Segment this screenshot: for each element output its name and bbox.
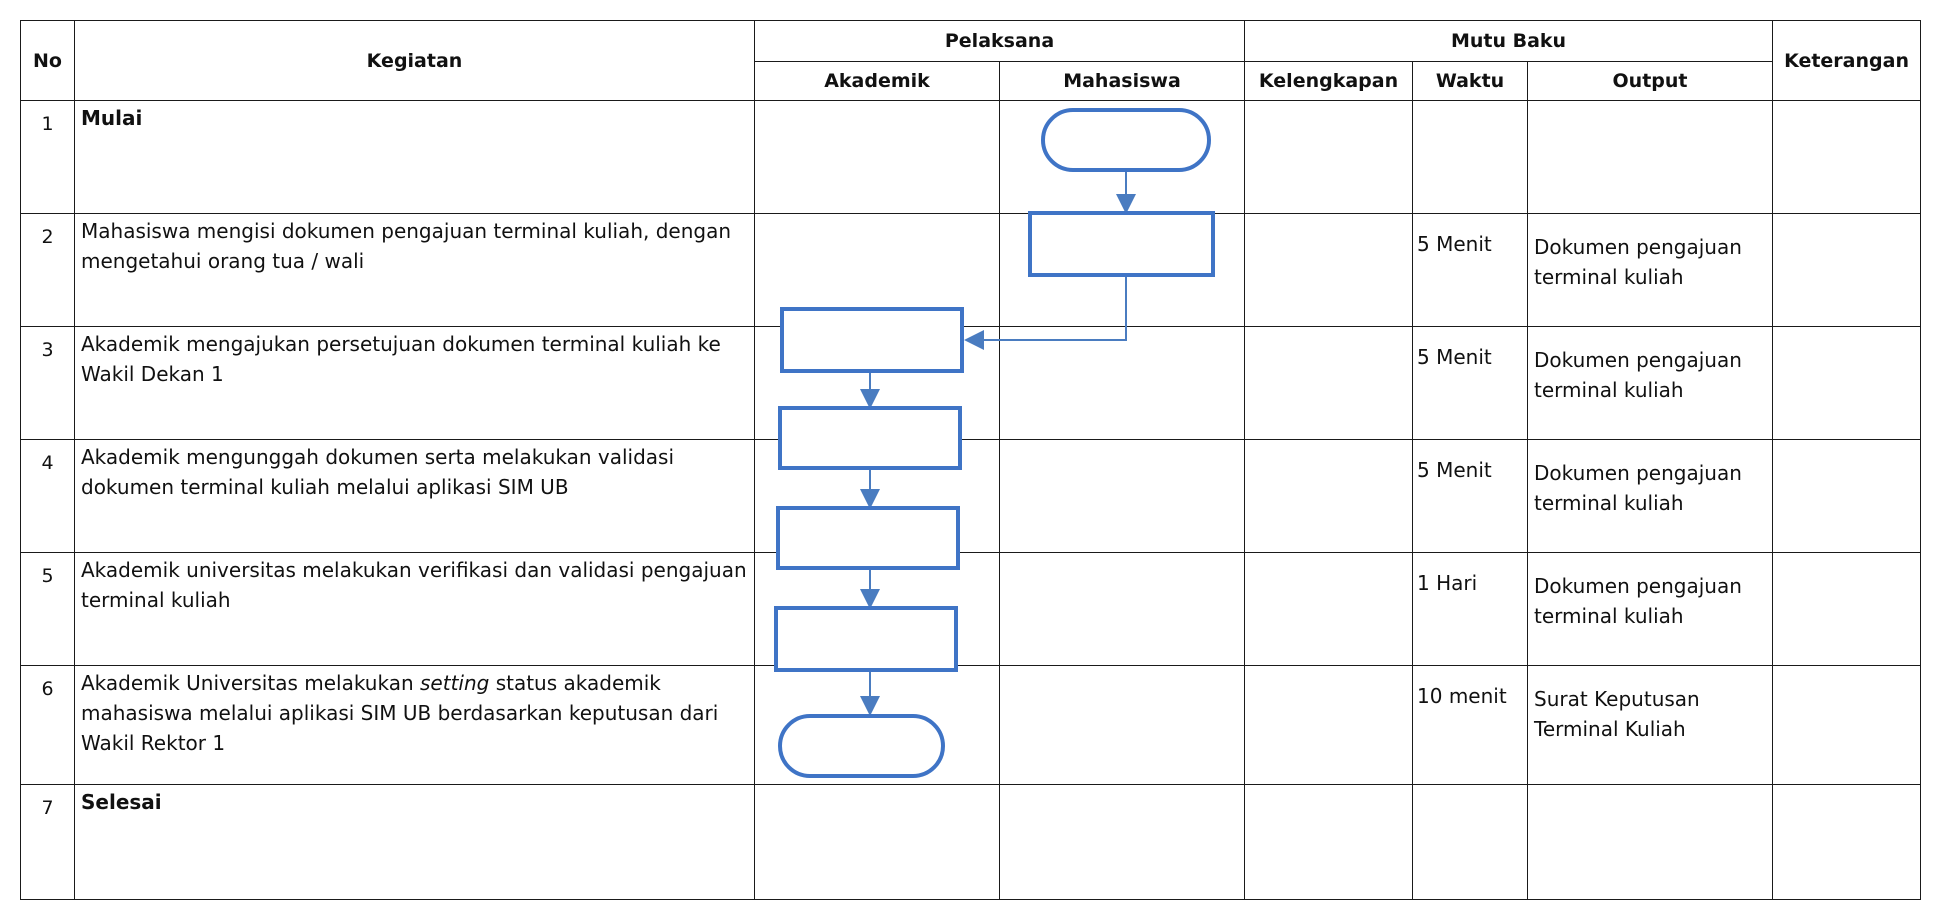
row-no: 1 — [21, 101, 75, 214]
row-no: 2 — [21, 214, 75, 327]
cell-kelengkapan — [1245, 440, 1413, 553]
table-row — [21, 553, 1921, 666]
cell-kelengkapan — [1245, 666, 1413, 785]
header-mahasiswa: Mahasiswa — [1000, 62, 1245, 101]
row-waktu — [1413, 785, 1528, 900]
header-akademik: Akademik — [755, 62, 1000, 101]
row-waktu: 5 Menit — [1413, 214, 1528, 327]
header-no: No — [21, 21, 75, 101]
row-no: 4 — [21, 440, 75, 553]
row-output — [1528, 785, 1773, 900]
table-row — [21, 440, 1921, 553]
cell-akademik — [755, 214, 1000, 327]
cell-akademik — [755, 553, 1000, 666]
row-kegiatan: Mahasiswa mengisi dokumen pengajuan terminal kuliah, dengan mengetahui orang tua / wali — [75, 214, 755, 327]
cell-mahasiswa — [1000, 440, 1245, 553]
row-waktu — [1413, 101, 1528, 214]
row-no: 7 — [21, 785, 75, 900]
cell-keterangan — [1773, 440, 1921, 553]
table-row — [21, 785, 1921, 900]
kegiatan-text-em: setting — [420, 671, 490, 695]
header-pelaksana: Pelaksana — [755, 21, 1245, 62]
row-no: 3 — [21, 327, 75, 440]
cell-mahasiswa — [1000, 214, 1245, 327]
cell-kelengkapan — [1245, 214, 1413, 327]
row-output — [1528, 101, 1773, 214]
row-kegiatan — [75, 666, 755, 785]
kegiatan-text: Mulai — [81, 106, 143, 130]
row-waktu: 5 Menit — [1413, 327, 1528, 440]
header-output: Output — [1528, 62, 1773, 101]
row-waktu: 10 menit — [1413, 666, 1528, 785]
row-kegiatan: Akademik universitas melakukan verifikasi dan validasi pengajuan terminal kuliah — [75, 553, 755, 666]
row-output: Dokumen pengajuan terminal kuliah — [1528, 327, 1773, 440]
row-no: 6 — [21, 666, 75, 785]
cell-akademik — [755, 101, 1000, 214]
row-no: 5 — [21, 553, 75, 666]
cell-mahasiswa — [1000, 666, 1245, 785]
table-row — [21, 327, 1921, 440]
header-keterangan: Keterangan — [1773, 21, 1921, 101]
row-kegiatan — [75, 785, 755, 900]
row-kegiatan — [75, 101, 755, 214]
cell-akademik — [755, 327, 1000, 440]
header-waktu: Waktu — [1413, 62, 1528, 101]
row-output: Dokumen pengajuan terminal kuliah — [1528, 553, 1773, 666]
cell-kelengkapan — [1245, 101, 1413, 214]
header-kelengkapan: Kelengkapan — [1245, 62, 1413, 101]
cell-keterangan — [1773, 101, 1921, 214]
table-row — [21, 666, 1921, 785]
kegiatan-text-post: status akademik mahasiswa melalui aplikasi SIM UB berdasarkan keputusan dari Wakil Rektor 1 — [81, 671, 719, 755]
row-waktu: 1 Hari — [1413, 553, 1528, 666]
cell-mahasiswa — [1000, 553, 1245, 666]
header-mutu-baku: Mutu Baku — [1245, 21, 1773, 62]
cell-keterangan — [1773, 666, 1921, 785]
table-row — [21, 101, 1921, 214]
row-output: Dokumen pengajuan terminal kuliah — [1528, 214, 1773, 327]
row-output: Surat Keputusan Terminal Kuliah — [1528, 666, 1773, 785]
cell-akademik — [755, 785, 1000, 900]
cell-keterangan — [1773, 327, 1921, 440]
cell-kelengkapan — [1245, 553, 1413, 666]
cell-keterangan — [1773, 553, 1921, 666]
cell-mahasiswa — [1000, 327, 1245, 440]
kegiatan-text: Selesai — [81, 790, 162, 814]
cell-akademik — [755, 440, 1000, 553]
row-kegiatan: Akademik mengajukan persetujuan dokumen terminal kuliah ke Wakil Dekan 1 — [75, 327, 755, 440]
row-kegiatan: Akademik mengunggah dokumen serta melakukan validasi dokumen terminal kuliah melalui aplikasi SIM UB — [75, 440, 755, 553]
cell-mahasiswa — [1000, 785, 1245, 900]
table-row — [21, 214, 1921, 327]
row-output: Dokumen pengajuan terminal kuliah — [1528, 440, 1773, 553]
kegiatan-text-pre: Akademik Universitas melakukan — [81, 671, 420, 695]
cell-keterangan — [1773, 785, 1921, 900]
sop-table — [20, 20, 1921, 900]
cell-kelengkapan — [1245, 785, 1413, 900]
cell-akademik — [755, 666, 1000, 785]
row-waktu: 5 Menit — [1413, 440, 1528, 553]
cell-keterangan — [1773, 214, 1921, 327]
header-kegiatan: Kegiatan — [75, 21, 755, 101]
cell-mahasiswa — [1000, 101, 1245, 214]
cell-kelengkapan — [1245, 327, 1413, 440]
